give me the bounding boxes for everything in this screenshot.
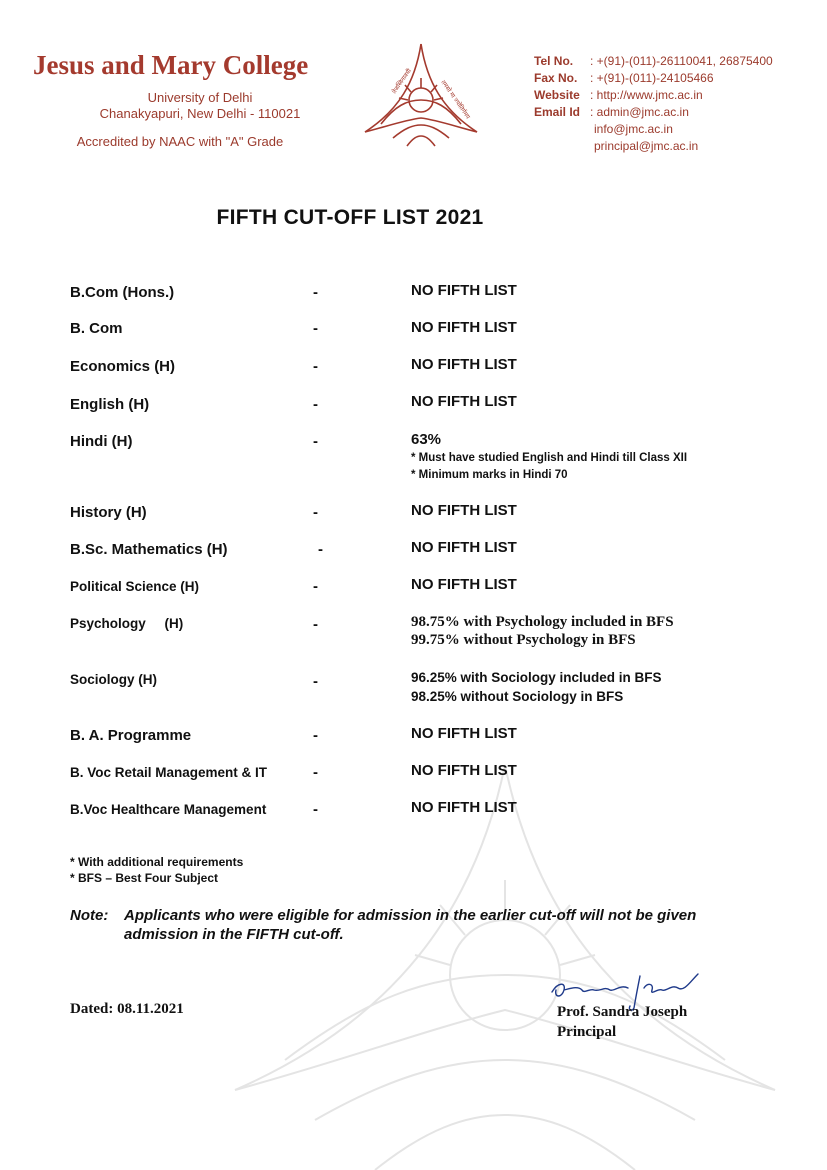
note-text: Applicants who were eligible for admission in the earlier cut-off will not be given admission in the FIFTH cut-off.: [124, 907, 697, 943]
contact-block: [534, 53, 773, 155]
row-dash: -: [313, 673, 318, 690]
website-value: : http://www.jmc.ac.in: [590, 88, 703, 102]
course-hindi: Hindi (H): [70, 433, 133, 450]
watermark-emblem: [225, 760, 785, 1170]
college-name: Jesus and Mary College: [33, 50, 309, 80]
status-history: NO FIFTH LIST: [411, 502, 517, 519]
psychology-cutoff-2: 99.75% without Psychology in BFS: [411, 632, 636, 648]
row-dash: -: [313, 396, 318, 413]
course-bvoc-healthcare: B.Voc Healthcare Management: [70, 802, 267, 817]
note-label: Note:: [70, 907, 109, 924]
row-dash: -: [313, 433, 318, 450]
fax-value: : +(91)-(011)-24105466: [590, 71, 714, 85]
course-ba-programme: B. A. Programme: [70, 727, 192, 744]
email-value-1: : admin@jmc.ac.in: [590, 105, 689, 119]
sociology-cutoff-1: 96.25% with Sociology included in BFS: [411, 670, 662, 685]
course-mathematics: B.Sc. Mathematics (H): [70, 541, 228, 558]
course-bcom-hons: B.Com (Hons.): [70, 284, 175, 301]
sociology-cutoff-2: 98.25% without Sociology in BFS: [411, 689, 624, 704]
hindi-requirement-1: * Must have studied English and Hindi till Class XII: [411, 452, 688, 464]
course-bcom: B. Com: [70, 320, 123, 337]
logo-motto-right: तमसो मा ज्योतिर्गमय: [439, 79, 472, 121]
status-english: NO FIFTH LIST: [411, 393, 517, 410]
hindi-requirement-2: * Minimum marks in Hindi 70: [411, 469, 568, 481]
tel-label: Tel No.: [534, 54, 574, 68]
row-dash: -: [313, 727, 318, 744]
course-psychology: Psychology (H): [70, 616, 184, 631]
signatory-block: [557, 1002, 687, 1042]
footnote-additional-requirements: * With additional requirements: [70, 855, 244, 869]
status-mathematics: NO FIFTH LIST: [411, 539, 517, 556]
college-logo: [363, 42, 479, 148]
row-dash: -: [313, 578, 318, 595]
footnote-bfs: * BFS – Best Four Subject: [70, 871, 219, 885]
signatory-title: Principal: [557, 1024, 617, 1040]
fax-label: Fax No.: [534, 71, 578, 85]
course-history: History (H): [70, 504, 147, 521]
email-label: Email Id: [534, 105, 581, 119]
university-name: University of Delhi: [147, 90, 253, 105]
logo-motto-left: तेजस्विनावधी: [390, 67, 414, 96]
status-bcom: NO FIFTH LIST: [411, 319, 517, 336]
email-value-2: info@jmc.ac.in: [594, 122, 673, 136]
row-dash: -: [318, 541, 323, 558]
course-economics: Economics (H): [70, 358, 176, 375]
row-dash: -: [313, 284, 318, 301]
accreditation-text: Accredited by NAAC with "A" Grade: [76, 134, 284, 149]
page-title: FIFTH CUT-OFF LIST 2021: [216, 206, 484, 229]
status-economics: NO FIFTH LIST: [411, 356, 517, 373]
status-ba-programme: NO FIFTH LIST: [411, 725, 517, 742]
row-dash: -: [313, 616, 318, 633]
row-dash: -: [313, 764, 318, 781]
email-value-3: principal@jmc.ac.in: [594, 139, 699, 153]
status-bvoc-retail: NO FIFTH LIST: [411, 762, 517, 779]
status-bcom-hons: NO FIFTH LIST: [411, 282, 517, 299]
tel-value: : +(91)-(011)-26110041, 26875400: [590, 54, 773, 68]
course-political-science: Political Science (H): [70, 579, 200, 594]
status-political-science: NO FIFTH LIST: [411, 576, 517, 593]
website-label: Website: [534, 88, 580, 102]
course-sociology: Sociology (H): [70, 672, 157, 687]
status-hindi: 63%: [411, 431, 442, 448]
row-dash: -: [313, 358, 318, 375]
row-dash: -: [313, 320, 318, 337]
course-english: English (H): [70, 396, 150, 413]
row-dash: -: [313, 801, 318, 818]
course-bvoc-retail: B. Voc Retail Management & IT: [70, 765, 268, 780]
row-dash: -: [313, 504, 318, 521]
status-bvoc-healthcare: NO FIFTH LIST: [411, 799, 517, 816]
college-address: Chanakyapuri, New Delhi - 110021: [99, 106, 301, 121]
psychology-cutoff-1: 98.75% with Psychology included in BFS: [411, 614, 674, 630]
signatory-name: Prof. Sandra Joseph: [557, 1004, 688, 1020]
issue-date: Dated: 08.11.2021: [70, 1001, 184, 1017]
